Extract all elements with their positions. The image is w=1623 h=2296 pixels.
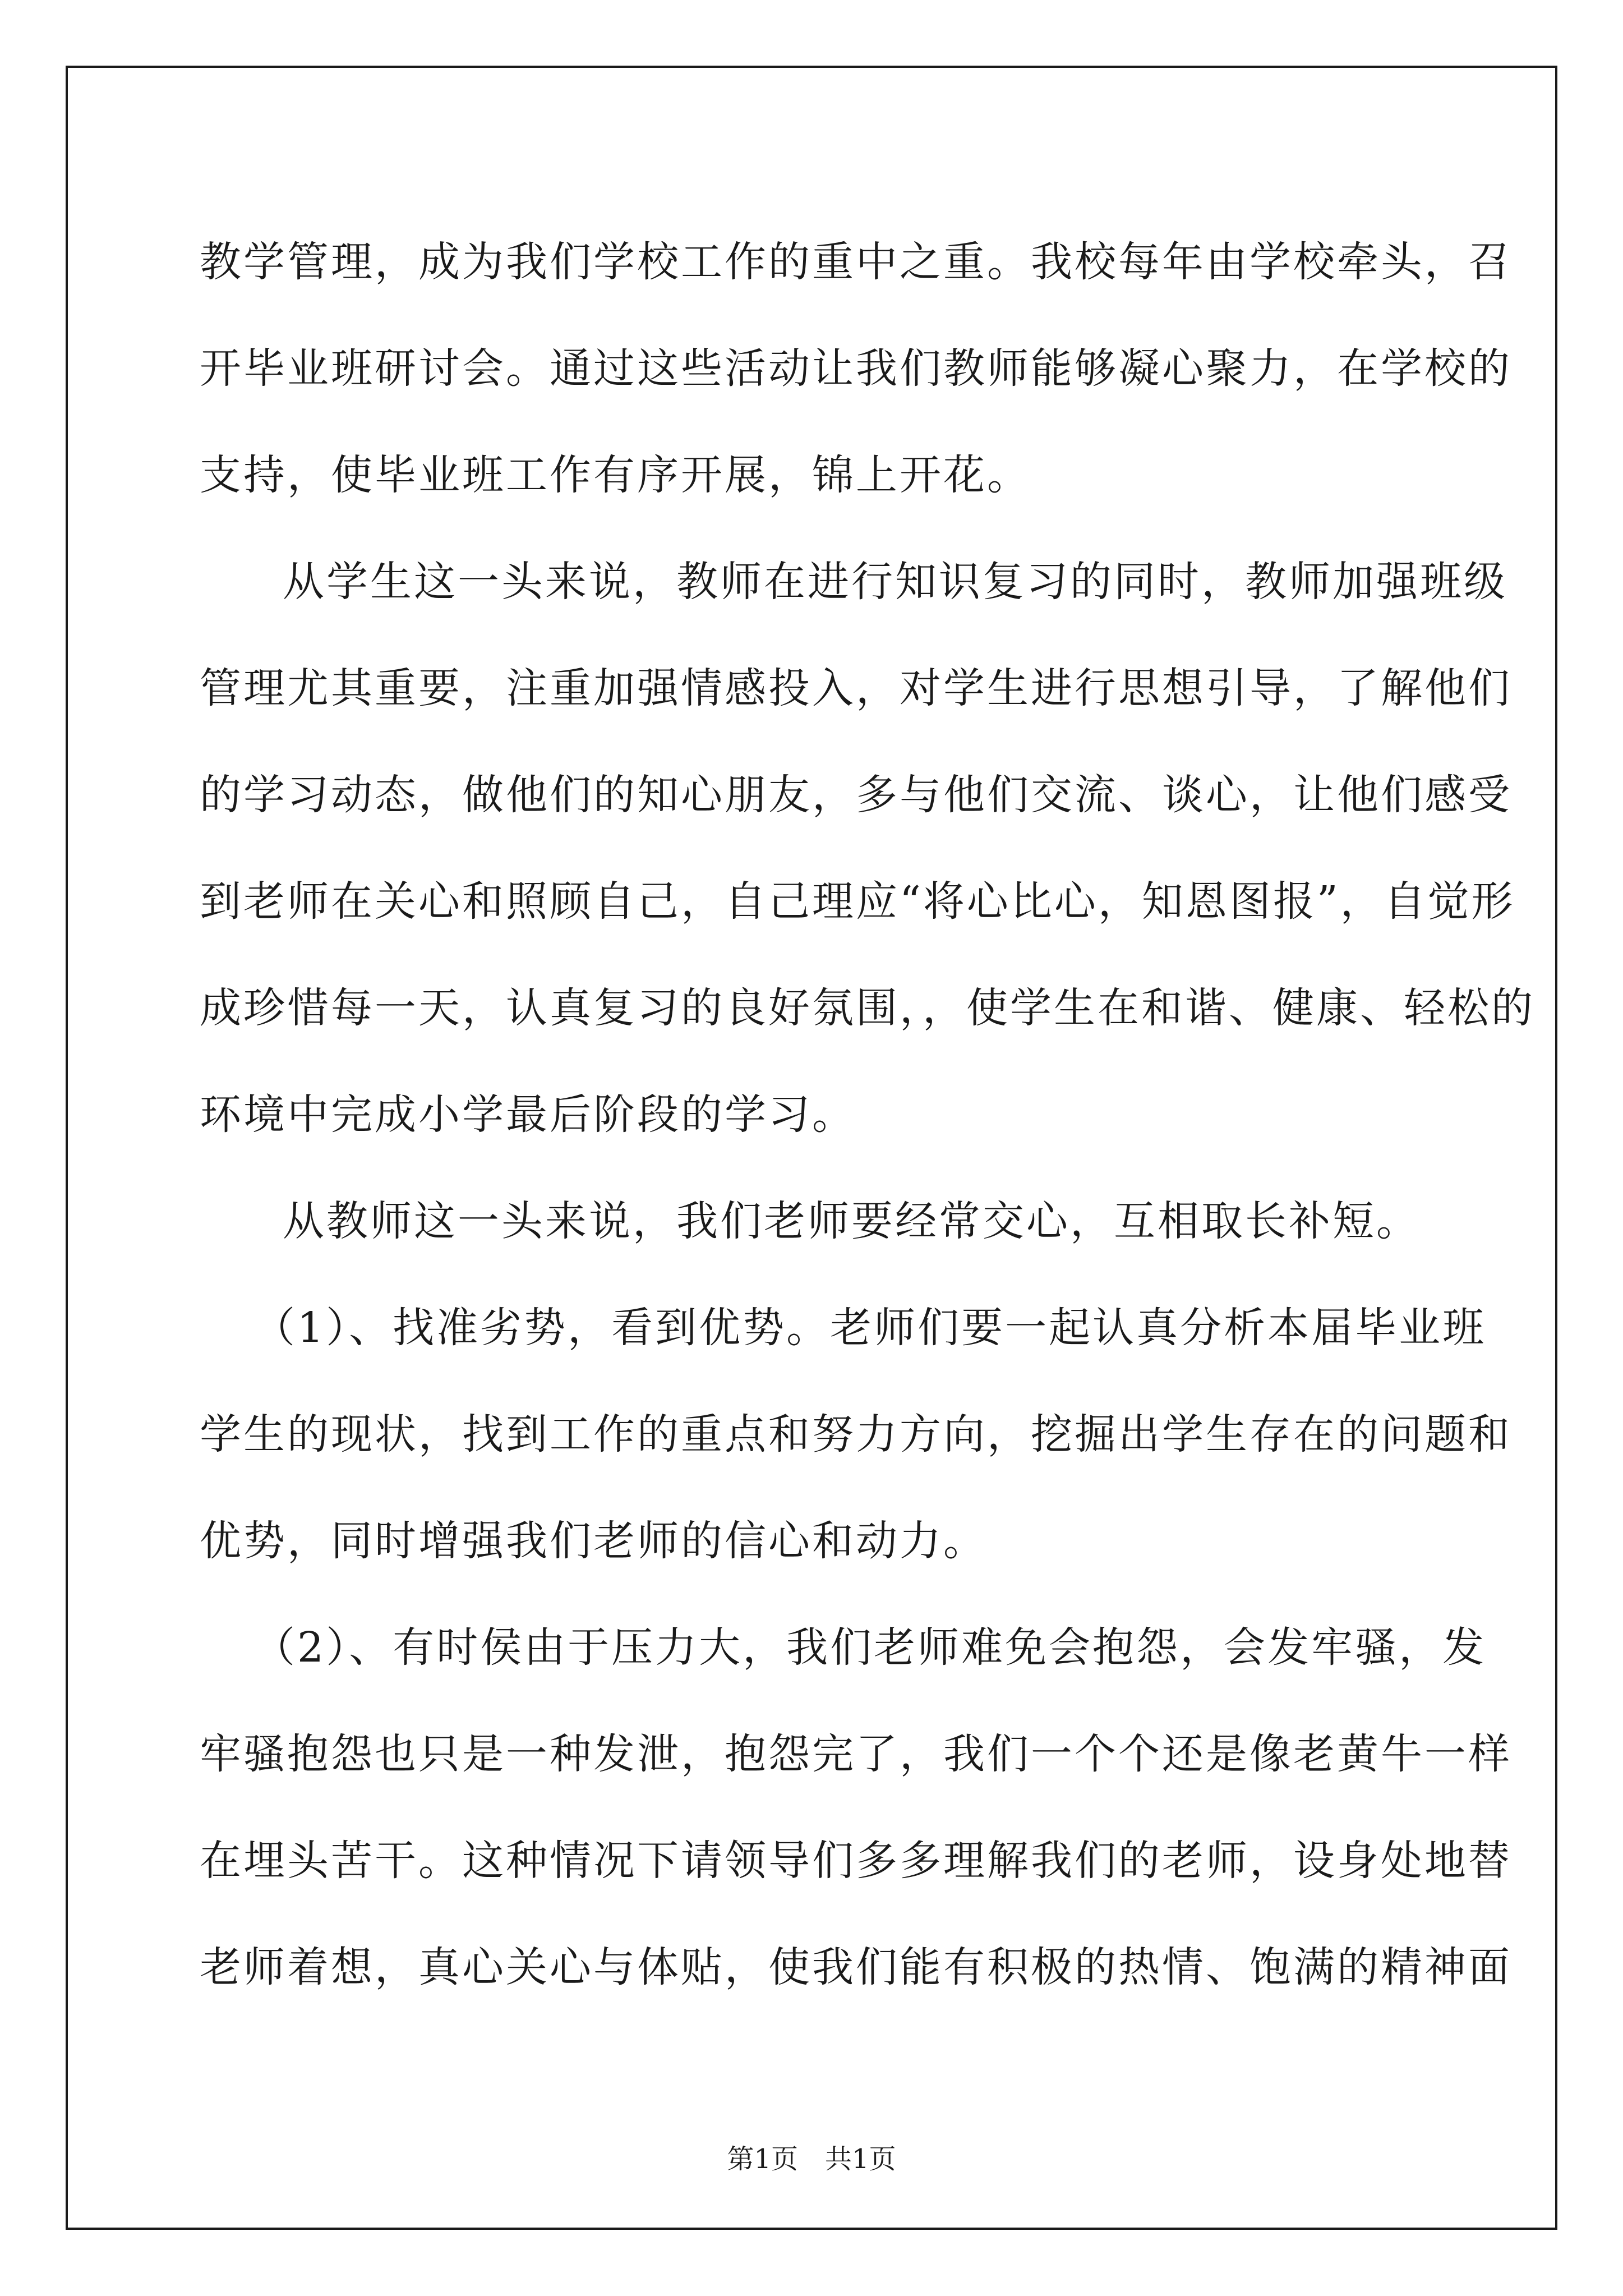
paragraph-1 — [200, 209, 1512, 528]
text-line: 老师着想，真心关心与体贴，使我们能有积极的热情、饱满的精神面 — [200, 1943, 1512, 1991]
document-body — [200, 209, 1535, 2021]
text-line: （2）、有时侯由于压力大，我们老师难免会抱怨，会发牢骚，发 — [253, 1623, 1487, 1672]
text-line: 成珍惜每一天，认真复习的良好氛围，，使学生在和谐、健康、轻松的 — [200, 984, 1535, 1032]
text-line: 到老师在关心和照顾自己，自己理应“将心比心，知恩图报”，自觉形 — [200, 877, 1515, 926]
text-line: 从学生这一头来说，教师在进行知识复习的同时，教师加强班级 — [283, 558, 1507, 606]
text-line: 环境中完成小学最后阶段的学习。 — [200, 1091, 856, 1139]
text-line: 教学管理，成为我们学校工作的重中之重。我校每年由学校牵头，召 — [200, 238, 1512, 286]
text-line: 在埋头苦干。这种情况下请领导们多多理解我们的老师，设身处地替 — [200, 1837, 1512, 1885]
text-line: 从教师这一头来说，我们老师要经常交心，互相取长补短。 — [283, 1197, 1420, 1245]
text-line: 优势，同时增强我们老师的信心和动力。 — [200, 1517, 987, 1565]
text-line: （1）、找准劣势，看到优势。老师们要一起认真分析本届毕业班 — [253, 1304, 1487, 1352]
text-line: 的学习动态，做他们的知心朋友，多与他们交流、谈心，让他们感受 — [200, 771, 1512, 819]
page-footer: 第1页 共1页 — [727, 2143, 896, 2175]
text-line: 牢骚抱怨也只是一种发泄，抱怨完了，我们一个个还是像老黄牛一样 — [200, 1730, 1512, 1778]
text-line: 支持，使毕业班工作有序开展，锦上开花。 — [200, 451, 1031, 499]
paragraph-4 — [200, 1274, 1512, 1594]
text-line: 学生的现状，找到工作的重点和努力方向，挖掘出学生存在的问题和 — [200, 1410, 1512, 1458]
text-line: 管理尤其重要，注重加强情感投入，对学生进行思想引导，了解他们 — [200, 664, 1512, 712]
text-line: 开毕业班研讨会。通过这些活动让我们教师能够凝心聚力，在学校的 — [200, 344, 1512, 393]
paragraph-3 — [200, 1168, 1433, 1274]
paragraph-5 — [200, 1594, 1512, 2021]
paragraph-2 — [200, 528, 1535, 1168]
